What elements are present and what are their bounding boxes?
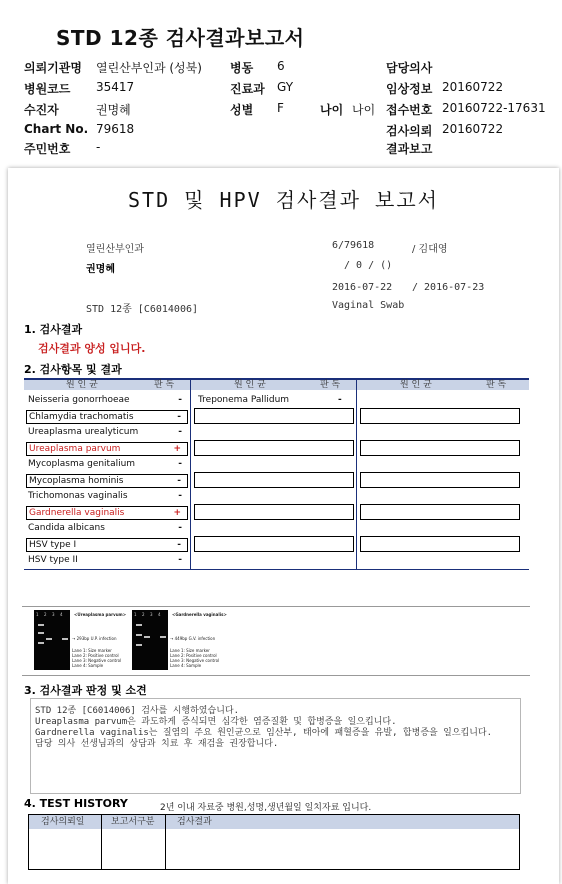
gel-band [136, 644, 142, 646]
col-pathogen-2: 원 인 균 [234, 380, 266, 390]
item-name: Candida albicans [28, 523, 105, 533]
item-row [26, 426, 188, 440]
label-clinical-info: 임상정보 [386, 82, 433, 96]
history-note: 2년 이내 자료중 병원,성명,생년월일 일치자료 입니다. [160, 803, 372, 813]
item-name: Gardnerella vaginalis [29, 508, 125, 518]
gel-band [38, 632, 44, 634]
item-name: HSV type II [28, 555, 78, 565]
item-result: - [178, 395, 182, 405]
gel-band [38, 624, 44, 626]
header-title: STD 12종 검사결과보고서 [56, 26, 305, 50]
gel-right-title: <Gardnerella vaginalis> [172, 612, 227, 617]
gel-lane-number: 2 [44, 612, 47, 617]
value-hospital-code: 35417 [96, 80, 135, 94]
col-judgement-2: 판 독 [320, 380, 341, 390]
gel-lane-number: 4 [158, 612, 161, 617]
gel-legend-line: Lane 1: Size marker [72, 648, 112, 653]
item-row [26, 538, 188, 552]
item-name: Mycoplasma genitalium [28, 459, 136, 469]
item-row [26, 458, 188, 472]
item-name: Chlamydia trachomatis [29, 412, 134, 422]
scanned-report [8, 168, 559, 884]
item-row-positive [26, 506, 188, 520]
item-name: Mycoplasma hominis [29, 476, 124, 486]
empty-result-box [194, 536, 354, 552]
gel-right-band-label: → 449bp G.V. infection [170, 636, 216, 641]
value-patient: 권명혜 [96, 103, 131, 117]
section-results-heading: 1. 검사결과 [24, 323, 83, 336]
value-ward: 6 [277, 59, 285, 73]
col-pathogen-3: 원 인 균 [400, 380, 432, 390]
label-doctor: 담당의사 [386, 61, 433, 75]
item-name-treponema: Treponema Pallidum [198, 395, 290, 405]
gel-image-ureaplasma [34, 610, 70, 670]
report-slash-line: / 0 / () [344, 260, 393, 271]
value-resident-no: - [96, 140, 101, 154]
col-judgement-1: 판 독 [154, 380, 175, 390]
report-title: STD 및 HPV 검사결과 보고서 [128, 188, 439, 212]
item-result: - [178, 459, 182, 469]
value-clinical-info: 20160722 [442, 80, 504, 94]
history-col-divider [101, 815, 102, 869]
item-result: - [178, 555, 182, 565]
label-receipt-no: 접수번호 [386, 103, 433, 117]
item-row-positive [26, 442, 188, 456]
col-judgement-3: 판 독 [486, 380, 507, 390]
history-col-report-type: 보고서구분 [111, 817, 155, 827]
result-summary: 검사결과 양성 입니다. [38, 342, 146, 355]
item-result: - [178, 491, 182, 501]
empty-result-box [194, 408, 354, 424]
empty-result-box [194, 504, 354, 520]
item-row [26, 394, 188, 408]
table-divider [356, 378, 357, 569]
label-resident-no: 주민번호 [24, 142, 71, 156]
col-pathogen-1: 원 인 균 [66, 380, 98, 390]
gel-left-band-label: → 293bp U.P. infection [72, 636, 117, 641]
findings-box [30, 698, 521, 794]
report-date-to: / 2016-07-23 [412, 282, 485, 293]
value-receipt-no: 20160722-17631 [442, 101, 546, 115]
empty-result-box [194, 440, 354, 456]
value-institution: 열린산부인과 (성북) [96, 61, 202, 75]
empty-result-box [360, 440, 520, 456]
item-result: - [178, 427, 182, 437]
history-table [28, 814, 520, 870]
gel-band [144, 636, 150, 638]
report-header [0, 0, 562, 160]
empty-result-box [360, 408, 520, 424]
label-age: 나이 [320, 103, 344, 117]
report-patient: 권명혜 [86, 264, 115, 275]
item-name: Ureaplasma urealyticum [28, 427, 139, 437]
value-sex: F [277, 101, 284, 115]
findings-line: Gardnerella vaginalis는 질염의 주요 원인균으로 임산부, 태아에 패혈증을 유발, 합병증을 일으킵니다. [35, 728, 493, 738]
gel-legend-line: Lane 3: Negative control [72, 658, 122, 663]
gel-legend-line: Lane 4: Sample [170, 663, 202, 668]
gel-image-gardnerella [132, 610, 168, 670]
gel-lane-number: 2 [142, 612, 145, 617]
gel-legend-line: Lane 1: Size marker [170, 648, 210, 653]
gel-band [46, 638, 52, 640]
value-request-date: 20160722 [442, 122, 504, 136]
history-col-request-date: 검사의뢰일 [41, 817, 85, 827]
section-findings-heading: 3. 검사결과 판정 및 소견 [24, 684, 147, 697]
item-row [26, 554, 188, 568]
report-clinic: 열린산부인과 [86, 244, 144, 255]
gel-lane-number: 1 [134, 612, 137, 617]
item-row [26, 474, 188, 488]
value-chart-no: 79618 [96, 122, 135, 136]
section-history-heading: 4. TEST HISTORY [24, 797, 128, 810]
history-col-result: 검사결과 [177, 817, 212, 827]
label-institution: 의뢰기관명 [24, 61, 82, 75]
label-department: 진료과 [230, 82, 265, 96]
label-patient: 수진자 [24, 103, 59, 117]
history-table-header [29, 815, 519, 829]
item-result: - [177, 540, 181, 550]
gel-band [38, 642, 44, 644]
item-row [26, 522, 188, 536]
value-department: GY [277, 80, 294, 94]
item-result: + [173, 444, 181, 454]
findings-line: STD 12종 [C6014006] 검사를 시행하였습니다. [35, 706, 240, 716]
item-row [26, 490, 188, 504]
section-items-heading: 2. 검사항목 및 결과 [24, 363, 122, 376]
item-name: HSV type I [29, 540, 77, 550]
gel-legend-line: Lane 4: Sample [72, 663, 104, 668]
item-result: - [177, 476, 181, 486]
items-table-header [24, 378, 529, 390]
gel-legend-line: Lane 3: Negative control [170, 658, 220, 663]
item-name: Neisseria gonorrhoeae [28, 395, 130, 405]
gel-band [160, 636, 166, 638]
empty-result-box [360, 536, 520, 552]
item-row [26, 410, 188, 424]
label-result-report: 결과보고 [386, 142, 433, 156]
gel-legend-line: Lane 2: Positive control [170, 653, 217, 658]
item-result-treponema: - [338, 395, 342, 405]
label-ward: 병동 [230, 61, 254, 75]
gel-lane-number: 1 [36, 612, 39, 617]
history-col-divider [165, 815, 166, 869]
gel-lane-number: 3 [150, 612, 153, 617]
label-chart-no: Chart No. [24, 122, 89, 136]
gel-band [136, 634, 142, 636]
item-result: + [173, 508, 181, 518]
item-result: - [177, 412, 181, 422]
value-age: 나이 [352, 103, 376, 117]
report-test-code: STD 12종 [C6014006] [86, 304, 199, 315]
label-sex: 성별 [230, 103, 254, 117]
empty-result-box [360, 472, 520, 488]
gel-band [62, 638, 68, 640]
gel-lane-number: 4 [60, 612, 63, 617]
gel-legend-line: Lane 2: Positive control [72, 653, 119, 658]
findings-line: 담당 의사 선생님과의 상담과 치료 후 재검을 권장합니다. [35, 739, 279, 749]
report-doctor: / 김대영 [412, 244, 448, 255]
table-divider [190, 378, 191, 569]
empty-result-box [360, 504, 520, 520]
item-name: Trichomonas vaginalis [28, 491, 128, 501]
item-name: Ureaplasma parvum [29, 444, 121, 454]
table-bottom-rule [24, 569, 529, 570]
report-date-from: 2016-07-22 [332, 282, 393, 293]
empty-result-box [194, 472, 354, 488]
gel-band [136, 624, 142, 626]
gel-lane-number: 3 [52, 612, 55, 617]
findings-line: Ureaplasma parvum은 과도하게 증식되면 심각한 염증질환 및 합병증을 일으킵니다. [35, 717, 397, 727]
item-result: - [178, 523, 182, 533]
report-specimen: Vaginal Swab [332, 300, 405, 311]
label-hospital-code: 병원코드 [24, 82, 71, 96]
label-request-date: 검사의뢰 [386, 124, 433, 138]
report-chart-ref: 6/79618 [332, 240, 375, 251]
gel-left-title: <Ureaplasma parvum> [74, 612, 127, 617]
